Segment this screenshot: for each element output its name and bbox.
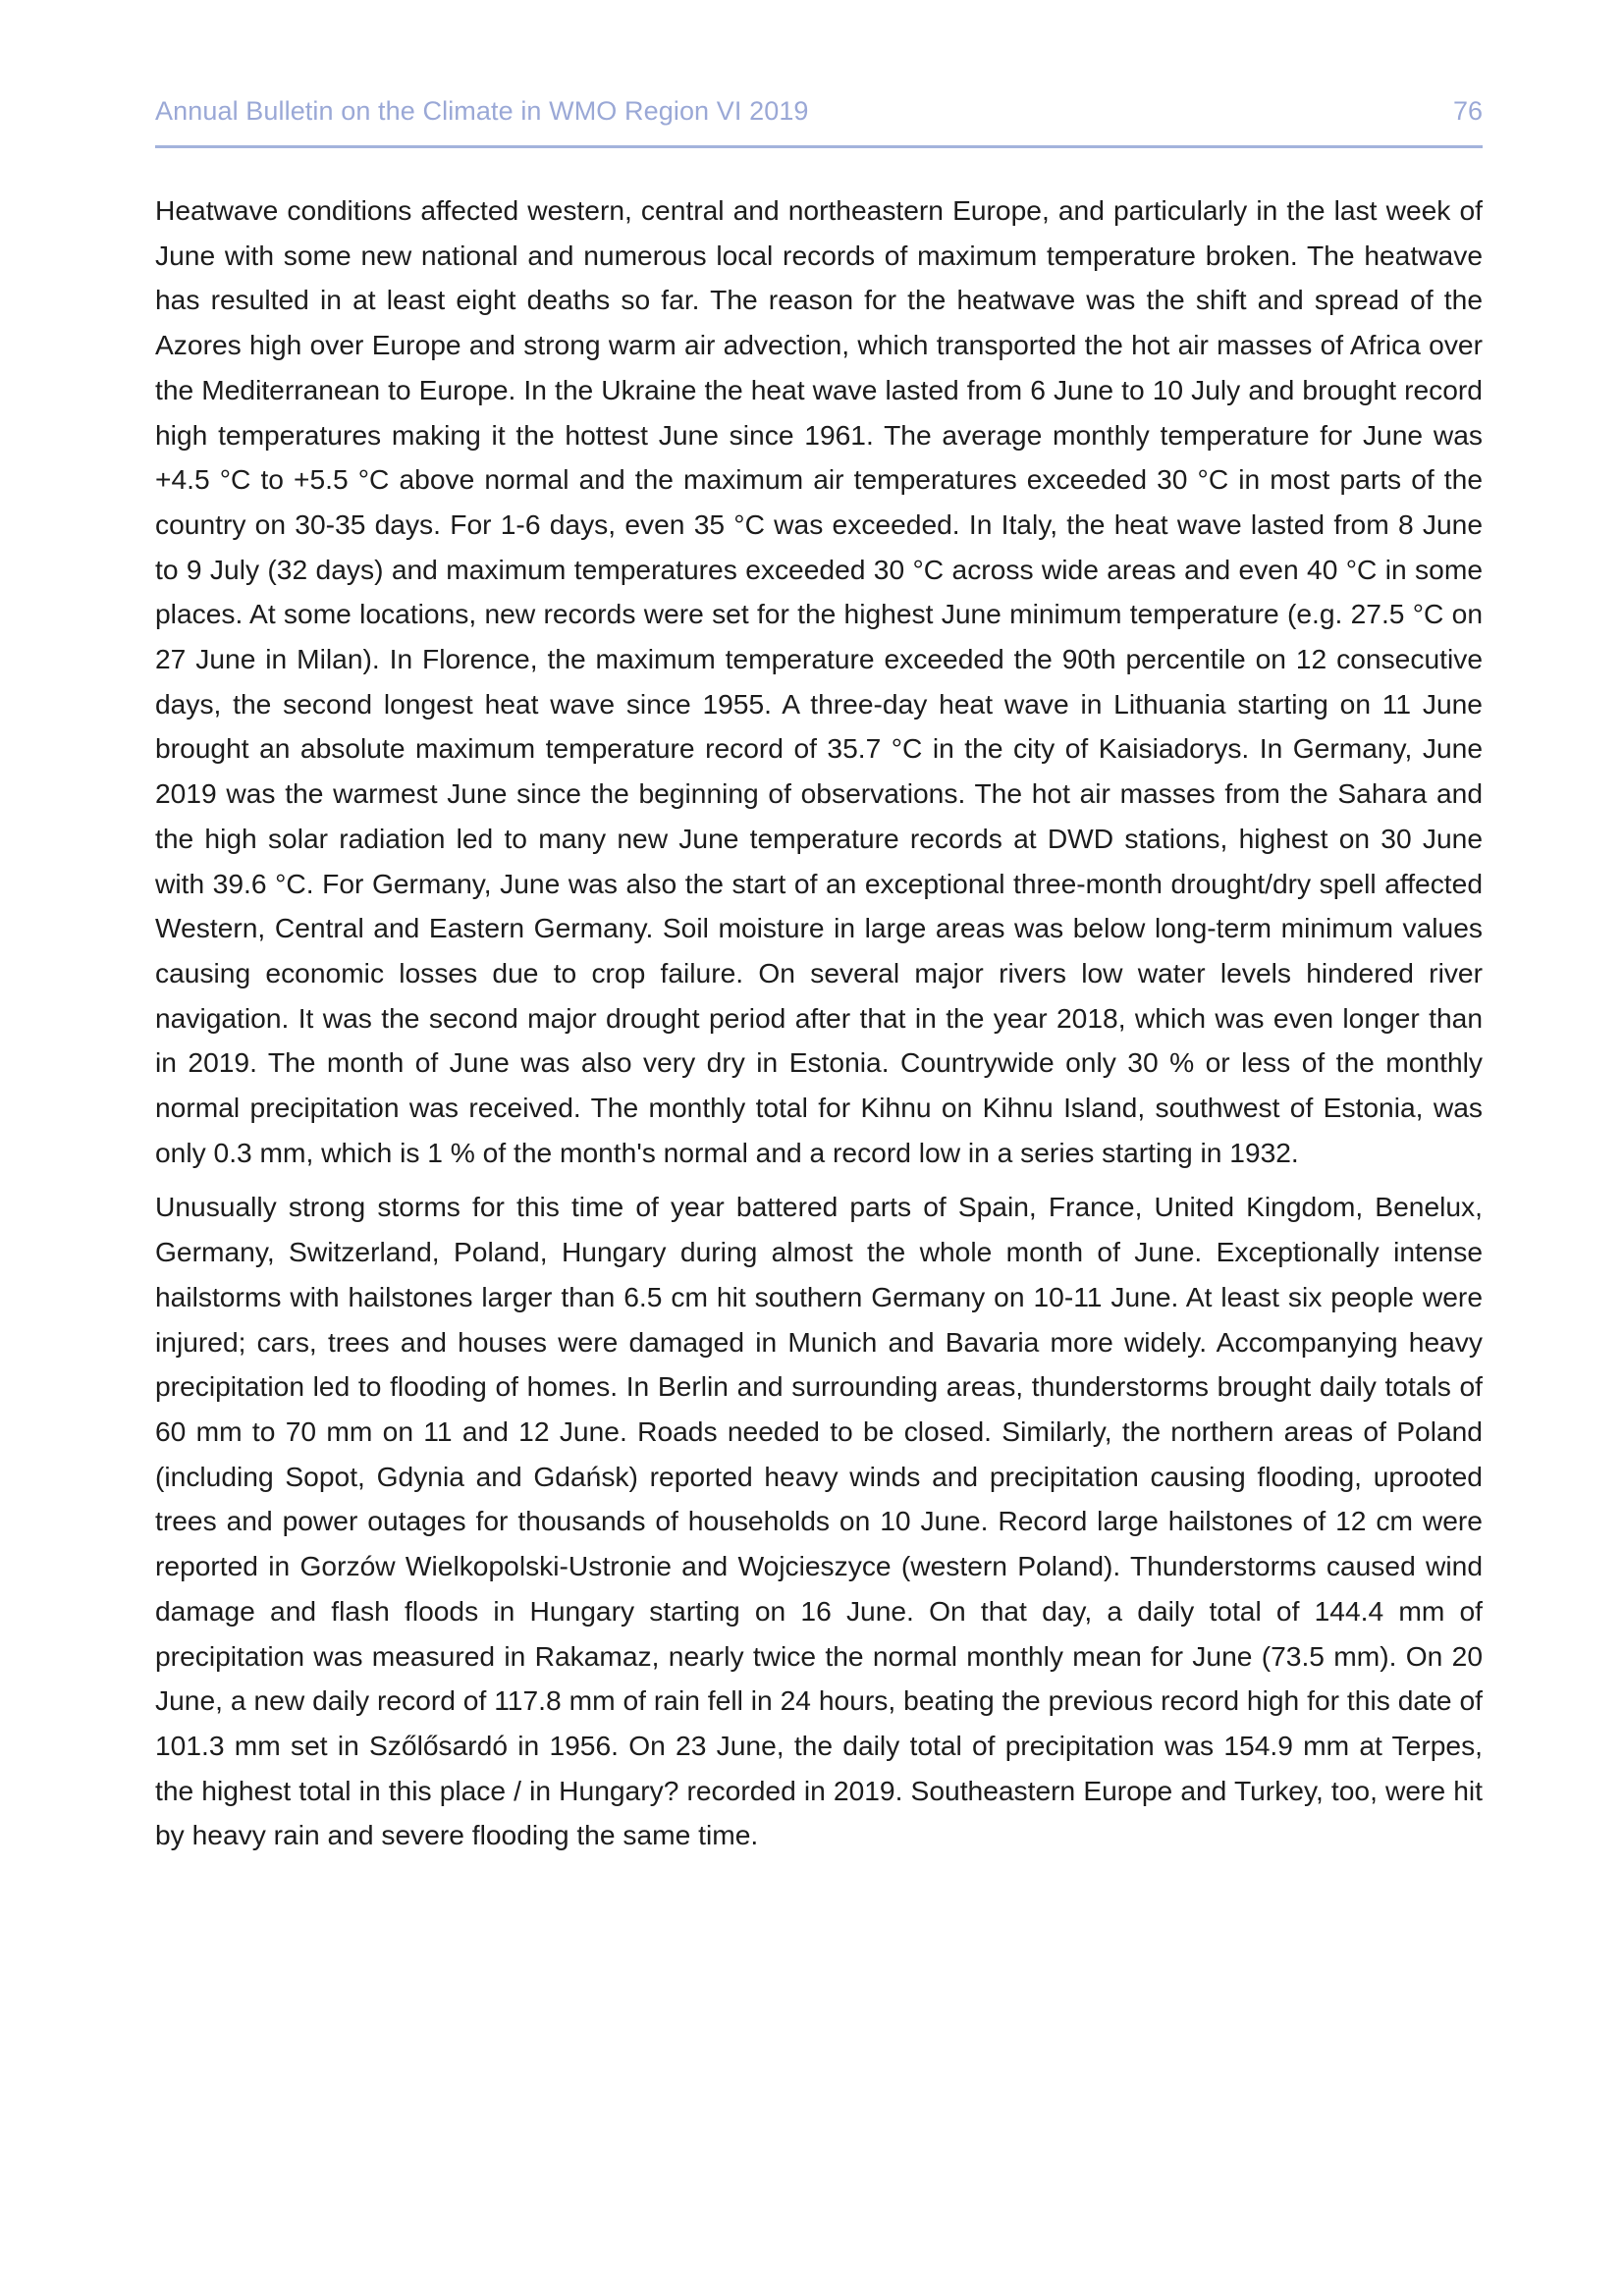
paragraph-heatwave: Heatwave conditions affected western, central and northeastern Europe, and particularly in the last week of June with some new national and numerous local records of maximum temperature broken. The heatwave has resulted in at least eight deaths so far. The reason for the heatwave was the shift and spread of the Azores high over Europe and strong warm air advection, which transported the hot air masses of Africa over the Mediterranean to Europe. In the Ukraine the heat wave lasted from 6 June to 10 July and brought record high temperatures making it the hottest June since 1961. The average monthly temperature for June was +4.5 °C to +5.5 °C above normal and the maximum air temperatures exceeded 30 °C in most parts of the country on 30-35 days. For 1-6 days, even 35 °C was exceeded. In Italy, the heat wave lasted from 8 June to 9 July (32 days) and maximum temperatures exceeded 30 °C across wide areas and even 40 °C in some places. At some locations, new records were set for the highest June minimum temperature (e.g. 27.5 °C on 27 June in Milan). In Florence, the maximum temperature exceeded the 90th percentile on 12 consecutive days, the second longest heat wave since 1955. A three-day heat wave in Lithuania starting on 11 June brought an absolute maximum temperature record of 35.7 °C in the city of Kaisiadorys. In Germany, June 2019 was the warmest June since the beginning of observations. The hot air masses from the Sahara and the high solar radiation led to many new June temperature records at DWD stations, highest on 30 June with 39.6 °C. For Germany, June was also the start of an exceptional three-month drought/dry spell affected Western, Central and Eastern Germany. Soil moisture in large areas was below long-term minimum values causing economic losses due to crop failure. On several major rivers low water levels hindered river navigation. It was the second major drought period after that in the year 2018, which was even longer than in 2019. The month of June was also very dry in Estonia. Countrywide only 30 % or less of the monthly normal precipitation was received. The monthly total for Kihnu on Kihnu Island, southwest of Estonia, was only 0.3 mm, which is 1 % of the month's normal and a record low in a series starting in 1932. bbox=[155, 194, 1483, 1168]
page-number: 76 bbox=[1452, 96, 1483, 126]
running-header-title: Annual Bulletin on the Climate in WMO Region VI 2019 bbox=[155, 96, 809, 126]
paragraph-storms: Unusually strong storms for this time of year battered parts of Spain, France, United Kingdom, Benelux, Germany, Switzerland, Poland, Hungary during almost the whole month of June. Exceptionally intense hailstorms with hailstones larger than 6.5 cm hit southern Germany on 10-11 June. At least six people were injured; cars, trees and houses were damaged in Munich and Bavaria more widely. Accompanying heavy precipitation led to flooding of homes. In Berlin and surrounding areas, thunderstorms brought daily totals of 60 mm to 70 mm on 11 and 12 June. Roads needed to be closed. Similarly, the northern areas of Poland (including Sopot, Gdynia and Gdańsk) reported heavy winds and precipitation causing flooding, uprooted trees and power outages for thousands of households on 10 June. Record large hailstones of 12 cm were reported in Gorzów Wielkopolski-Ustronie and Wojcieszyce (western Poland). Thunderstorms caused wind damage and flash floods in Hungary starting on 16 June. On that day, a daily total of 144.4 mm of precipitation was measured in Rakamaz, nearly twice the normal monthly mean for June (73.5 mm). On 20 June, a new daily record of 117.8 mm of rain fell in 24 hours, beating the previous record high for this date of 101.3 mm set in Szőlősardó in 1956. On 23 June, the daily total of precipitation was 154.9 mm at Terpes, the highest total in this place / in Hungary? recorded in 2019. Southeastern Europe and Turkey, too, were hit by heavy rain and severe flooding the same time. bbox=[155, 1191, 1483, 1851]
page-header bbox=[155, 94, 1483, 148]
body-text bbox=[155, 188, 1483, 1868]
